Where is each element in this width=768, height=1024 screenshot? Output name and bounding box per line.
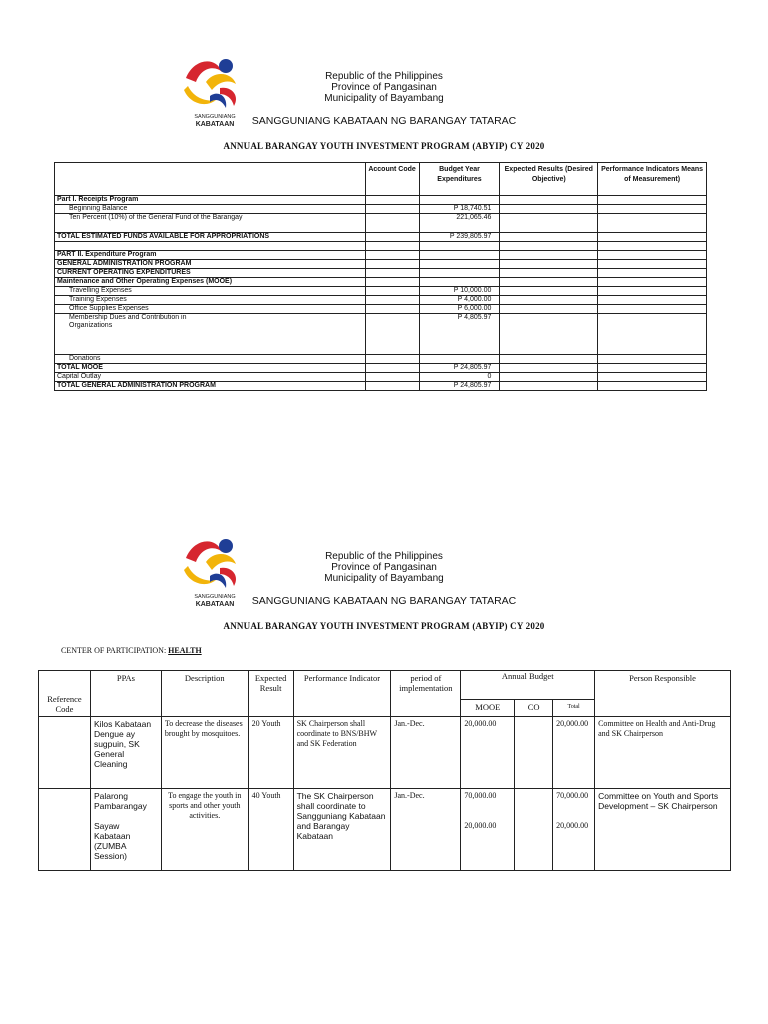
header-ppas: PPAs <box>90 671 161 717</box>
svg-text:KABATAAN: KABATAAN <box>195 601 235 608</box>
ppa-indicator: SK Chairperson shall coordinate to BNS/BHW and SK Federation <box>293 717 391 789</box>
ppa-mooe: 70,000.00 20,000.00 <box>461 789 515 871</box>
table-row: Part I. Receipts Program <box>55 196 707 205</box>
council-name: SANGGUNIANG KABATAAN NG BARANGAY TATARAC <box>251 115 517 127</box>
header-description: Description <box>161 671 248 717</box>
table-row <box>55 242 707 251</box>
ppa-expected: 20 Youth <box>248 717 293 789</box>
table-row: Training Expenses P 4,000.00 <box>55 296 707 305</box>
table-row: Office Supplies Expenses P 6,000.00 <box>55 305 707 314</box>
ppa-period: Jan.-Dec. <box>391 717 461 789</box>
header-performance-indicator: Performance Indicator <box>293 671 391 717</box>
ppa-indicator: The SK Chairperson shall coordinate to Sangguniang Kabataan and Barangay Kabataan <box>293 789 391 871</box>
svg-text:SANGGUNIANG: SANGGUNIANG <box>194 594 236 600</box>
header-period: period of implementation <box>391 671 461 717</box>
header-total: Total <box>553 700 595 717</box>
table-row: TOTAL GENERAL ADMINISTRATION PROGRAM P 24,805.97 <box>55 382 707 391</box>
ten-percent-value: 221,065.46 <box>419 214 500 233</box>
ppa-mooe: 20,000.00 <box>461 717 515 789</box>
header-line-municipality: Municipality of Bayambang <box>324 93 444 104</box>
ppa-person: Committee on Youth and Sports Development – SK Chairperson <box>595 789 731 871</box>
table-row: Travelling Expenses P 10,000.00 <box>55 287 707 296</box>
header-reference-code: Reference Code <box>39 671 91 717</box>
table-row <box>39 717 731 789</box>
table-row: Donations <box>55 355 707 364</box>
center-of-participation <box>61 646 202 655</box>
health-ppa-table <box>38 670 731 871</box>
total-funds-value: P 239,805.97 <box>419 233 500 242</box>
government-header-2 <box>0 551 768 584</box>
council-name-2: SANGGUNIANG KABATAAN NG BARANGAY TATARAC <box>251 595 517 607</box>
ppa-expected: 40 Youth <box>248 789 293 871</box>
header-line-province: Province of Pangasinan <box>331 82 437 93</box>
table-row: TOTAL MOOE P 24,805.97 <box>55 364 707 373</box>
table-row: CURRENT OPERATING EXPENDITURES <box>55 269 707 278</box>
table-header-row <box>55 163 707 196</box>
header-performance-indicators: Performance Indicators Means of Measurement) <box>598 163 707 196</box>
table-row: PART II. Expenditure Program <box>55 251 707 260</box>
program-title: ANNUAL BARANGAY YOUTH INVESTMENT PROGRAM (ABYIP) CY 2020 <box>223 141 545 151</box>
table-row: Capital Outlay 0 <box>55 373 707 382</box>
beginning-balance-value: P 18,740.51 <box>419 205 500 214</box>
header-mooe: MOOE <box>461 700 515 717</box>
table2-header-row <box>39 671 731 700</box>
ppa-total: 20,000.00 <box>553 717 595 789</box>
header-budget: Budget Year Expenditures <box>419 163 500 196</box>
header-line-municipality: Municipality of Bayambang <box>324 573 444 584</box>
header-co: CO <box>515 700 553 717</box>
government-header <box>0 71 768 104</box>
ppa-total: 70,000.00 20,000.00 <box>553 789 595 871</box>
total-mooe-value: P 24,805.97 <box>419 364 500 373</box>
header-line-republic: Republic of the Philippines <box>325 71 443 82</box>
header-line-republic: Republic of the Philippines <box>325 551 443 562</box>
center-value: HEALTH <box>168 646 202 655</box>
ppa-name: Kilos Kabataan Dengue ay sugpuin, SK General Cleaning <box>90 717 161 789</box>
svg-text:KABATAAN: KABATAAN <box>195 121 235 128</box>
header-person-responsible: Person Responsible <box>595 671 731 717</box>
program-title-2: ANNUAL BARANGAY YOUTH INVESTMENT PROGRAM (ABYIP) CY 2020 <box>223 621 545 631</box>
ppa-description: To engage the youth in sports and other youth activities. <box>161 789 248 871</box>
table-row: Ten Percent (10%) of the General Fund of the Barangay 221,065.46 <box>55 214 707 233</box>
header-expected-result: Expected Result <box>248 671 293 717</box>
table-row <box>39 789 731 871</box>
center-label: CENTER OF PARTICIPATION: <box>61 646 167 655</box>
ppa-period: Jan.-Dec. <box>391 789 461 871</box>
ppa-person: Committee on Health and Anti-Drug and SK Chairperson <box>595 717 731 789</box>
receipts-expenditure-table <box>54 162 707 391</box>
header-expected-results: Expected Results (Desired Objective) <box>500 163 598 196</box>
ppa-description: To decrease the diseases brought by mosquitoes. <box>161 717 248 789</box>
total-general-admin-value: P 24,805.97 <box>419 382 500 391</box>
header-line-province: Province of Pangasinan <box>331 562 437 573</box>
svg-text:SANGGUNIANG: SANGGUNIANG <box>194 114 236 120</box>
table-row: Maintenance and Other Operating Expenses (MOOE) <box>55 278 707 287</box>
header-annual-budget: Annual Budget <box>461 671 595 700</box>
header-account-code: Account Code <box>365 163 419 196</box>
table-row: TOTAL ESTIMATED FUNDS AVAILABLE FOR APPROPRIATIONS P 239,805.97 <box>55 233 707 242</box>
table-row: GENERAL ADMINISTRATION PROGRAM <box>55 260 707 269</box>
ppa-name: Palarong Pambarangay Sayaw Kabataan (ZUMBA Session) <box>90 789 161 871</box>
table-row: Beginning Balance P 18,740.51 <box>55 205 707 214</box>
table-row: Membership Dues and Contribution in Organizations P 4,805.97 <box>55 314 707 355</box>
